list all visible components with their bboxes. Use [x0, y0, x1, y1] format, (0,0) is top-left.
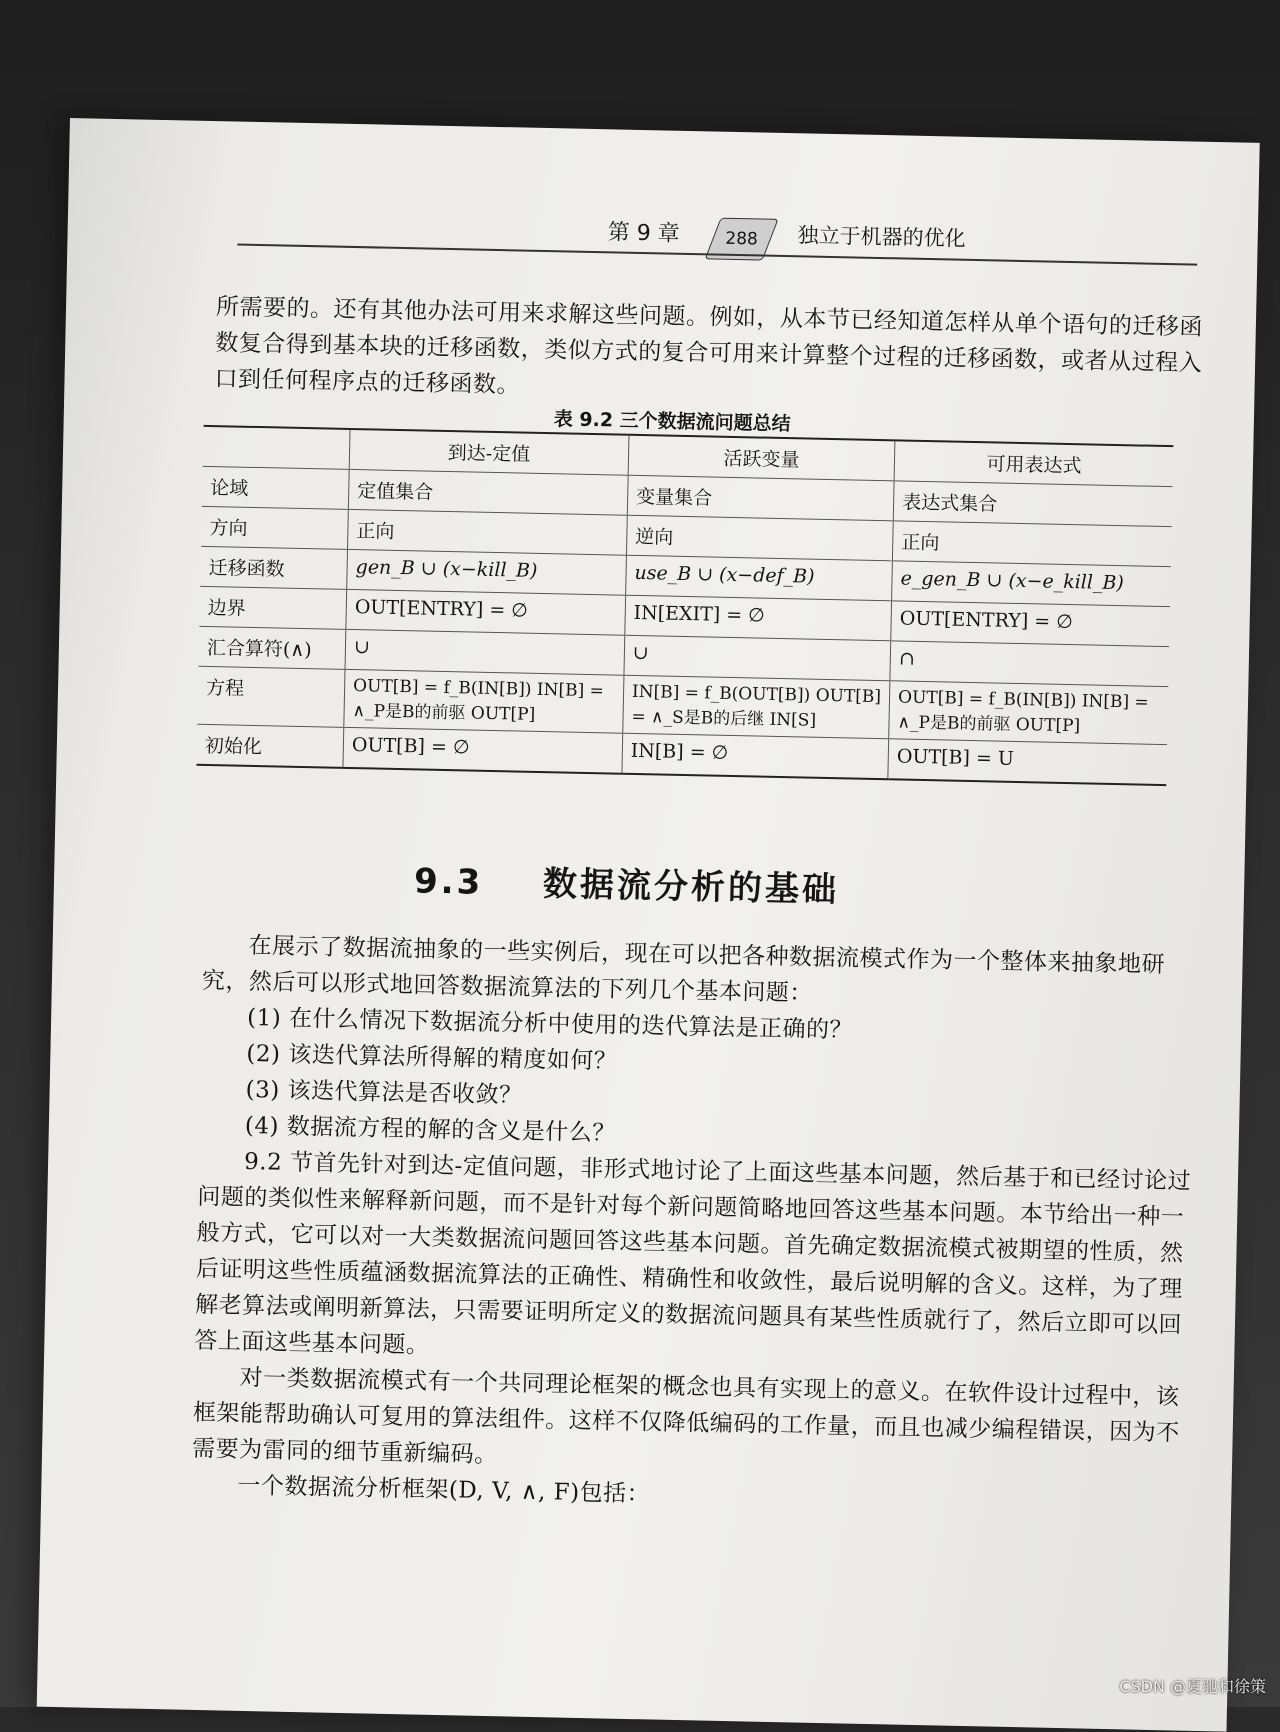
table-cell: ∪ — [624, 635, 891, 681]
table-cell: IN[B] = f_B(OUT[B]) OUT[B] = ∧_S是B的后继 IN[S] — [623, 675, 890, 739]
chapter-title: 独立于机器的优化 — [797, 219, 966, 253]
table-cell: OUT[B] = U — [888, 739, 1167, 785]
table-cell: OUT[ENTRY] = ∅ — [346, 589, 626, 635]
table-header-cell — [203, 426, 350, 470]
page-number: 288 — [713, 219, 770, 260]
table-header-cell: 活跃变量 — [628, 435, 895, 481]
question-item: (2) 该迭代算法所得解的精度如何？ — [246, 1036, 1187, 1092]
book-page — [37, 118, 1260, 1732]
table-cell: IN[EXIT] = ∅ — [625, 595, 892, 641]
table-cell: 正向 — [892, 521, 1171, 567]
body-paragraph: 9.2 节首先针对到达-定值问题，非形式地讨论了上面这些基本问题，然后基于和已经讨论过问题的类似性来解释新问题，而不是针对每个新问题简略地回答这些基本问题。本节给出一种一般方式，它可以对一大类数据流问题回答这些基本问题。首先确定数据流模式被期望的性质，然后证明这些性质蕴涵数据流算法的正确性、精确性和收敛性，最后说明解的含义。这样，为了理解老算法或阐明新算法，只需要证明所定义的数据流问题具有某些性质就行了，然后立即可以回答上面这些基本问题。 — [194, 1143, 1198, 1380]
table-cell: 变量集合 — [627, 475, 894, 521]
table-cell: use_B ∪ (x−def_B) — [626, 555, 893, 601]
row-label: 迁移函数 — [200, 546, 347, 589]
table-cell: OUT[B] = f_B(IN[B]) IN[B] = ∧_P是B的前驱 OUT[P] — [889, 681, 1169, 745]
table-cell: OUT[B] = f_B(IN[B]) IN[B] = ∧_P是B的前驱 OUT[P] — [344, 669, 624, 733]
body-paragraph: 对一类数据流模式有一个共同理论框架的概念也具有实现上的意义。在软件设计过程中，该框架能帮助确认可复用的算法组件。这样不仅降低编码的工作量，而且也减少编程错误，因为不需要为雷同的细节重新编码。 — [192, 1359, 1194, 1488]
watermark: CSDN @夏驰和徐策 — [1119, 1674, 1266, 1697]
row-label: 方向 — [201, 506, 348, 549]
intro-paragraph: 所需要的。还有其他办法可用来求解这些问题。例如，从本节已经知道怎样从单个语句的迁移函数复合得到基本块的迁移函数，类似方式的复合可用来计算整个过程的迁移函数，或者从过程入口到任何程序点的迁移函数。 — [214, 289, 1216, 418]
table-header-cell: 到达-定值 — [349, 429, 629, 475]
table-cell: OUT[ENTRY] = ∅ — [891, 601, 1170, 647]
table-cell: ∩ — [890, 641, 1169, 687]
body-paragraph: 一个数据流分析框架(D, V, ∧, F)包括： — [191, 1467, 1192, 1524]
table-cell: IN[B] = ∅ — [622, 733, 889, 779]
section-heading: 数据流分析的基础 — [543, 864, 840, 910]
table-cell: 表达式集合 — [893, 481, 1172, 527]
table-cell: 逆向 — [626, 515, 893, 561]
row-label: 边界 — [199, 586, 346, 629]
question-item: (3) 该迭代算法是否收敛？ — [245, 1072, 1186, 1128]
table-cell: OUT[B] = ∅ — [343, 727, 623, 773]
chapter-label: 第 9 章 — [607, 215, 680, 248]
row-label: 汇合算符(∧) — [199, 626, 346, 669]
question-item: (4) 数据流方程的解的含义是什么？ — [245, 1108, 1186, 1164]
row-label: 论域 — [202, 466, 349, 509]
table-header-cell: 可用表达式 — [894, 440, 1173, 486]
table-cell: 定值集合 — [348, 469, 628, 515]
table-cell: ∪ — [345, 629, 625, 675]
table-cell: 正向 — [348, 509, 628, 555]
dataflow-summary-table — [196, 425, 1173, 786]
table-caption: 表 9.2 三个数据流问题总结 — [554, 404, 791, 436]
section-title — [414, 853, 840, 911]
row-label: 初始化 — [196, 724, 343, 768]
body-paragraph: 在展示了数据流抽象的一些实例后，现在可以把各种数据流模式作为一个整体来抽象地研究，然后可以形式地回答数据流算法的下列几个基本问题： — [202, 927, 1203, 1020]
row-label: 方程 — [197, 666, 345, 727]
table-cell: gen_B ∪ (x−kill_B) — [347, 549, 627, 595]
table-cell: e_gen_B ∪ (x−e_kill_B) — [892, 561, 1171, 607]
question-item: (1) 在什么情况下数据流分析中使用的迭代算法是正确的？ — [247, 1000, 1188, 1056]
page-header — [237, 208, 1198, 268]
section-number: 9.3 — [414, 861, 484, 902]
